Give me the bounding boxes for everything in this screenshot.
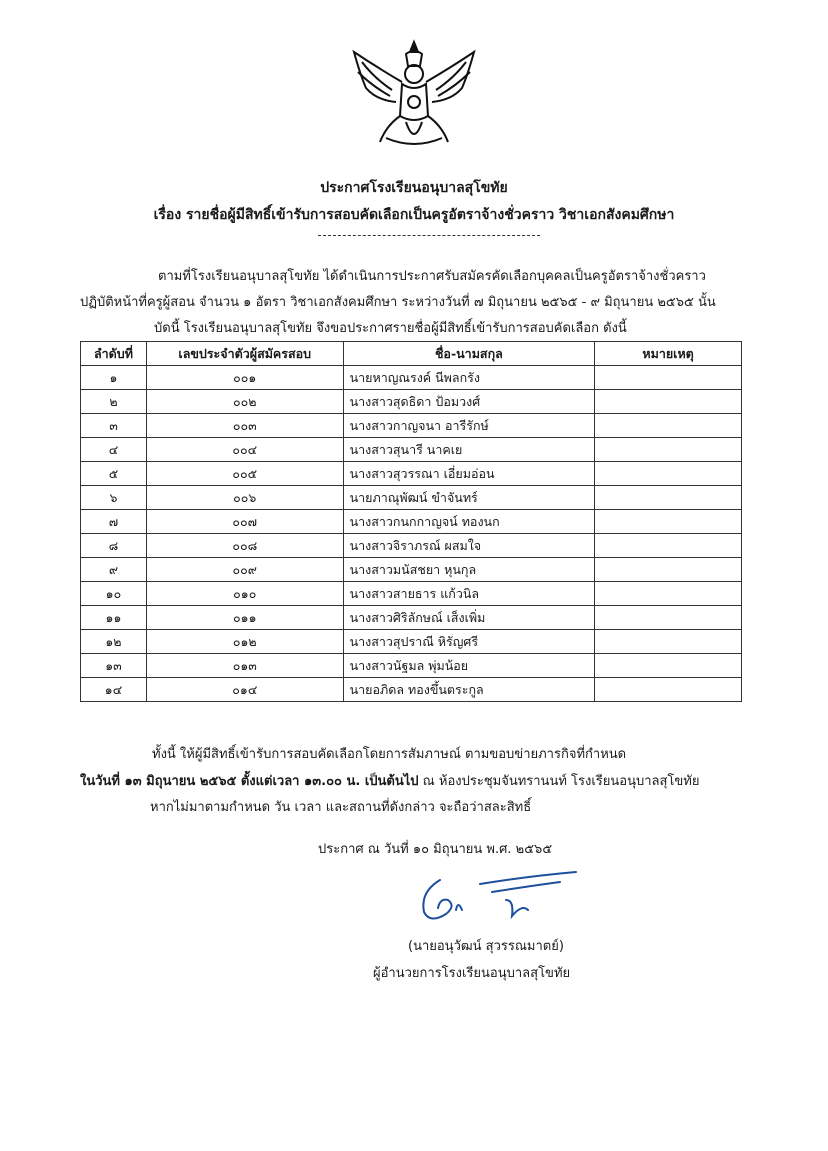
row-remark [595, 654, 742, 678]
row-remark [595, 438, 742, 462]
header-applicant-id: เลขประจำตัวผู้สมัครสอบ [146, 342, 343, 366]
row-applicant-id: ๐๐๖ [146, 486, 343, 510]
table-row [81, 486, 742, 510]
footer-line-1: ทั้งนี้ ให้ผู้มีสิทธิ์เข้ารับการสอบคัดเลือกโดยการสัมภาษณ์ ตามขอบข่ายภารกิจที่กำหนด [152, 747, 627, 762]
row-applicant-id: ๐๐๒ [146, 390, 343, 414]
row-remark [595, 534, 742, 558]
exam-date-time: ในวันที่ ๑๓ มิถุนายน ๒๕๖๕ ตั้งแต่เวลา ๑๓.๐๐ น. เป็นต้นไป [80, 774, 419, 789]
announcement-subject: เรื่อง รายชื่อผู้มีสิทธิ์เข้ารับการสอบคัดเลือกเป็นครูอัตราจ้างชั่วคราว วิชาเอกสังคมศึกษา [153, 207, 675, 223]
row-applicant-id: ๐๐๓ [146, 414, 343, 438]
row-order: ๘ [81, 534, 147, 558]
row-full-name: นางสาวกนกกาญจน์ ทองนก [343, 510, 595, 534]
candidate-table [80, 341, 742, 702]
row-remark [595, 678, 742, 702]
row-full-name: นายหาญณรงค์ นีพลกรัง [343, 366, 595, 390]
table-row [81, 606, 742, 630]
row-full-name: นางสาวจิราภรณ์ ผสมใจ [343, 534, 595, 558]
header-full-name: ชื่อ-นามสกุล [343, 342, 595, 366]
table-row [81, 582, 742, 606]
garuda-emblem-icon [346, 38, 482, 150]
row-full-name: นางสาวมนัสชยา หุนกุล [343, 558, 595, 582]
row-order: ๗ [81, 510, 147, 534]
signatory-name: (นายอนุวัฒน์ สุวรรณมาตย์) [408, 939, 564, 954]
header-remark: หมายเหตุ [595, 342, 742, 366]
row-applicant-id: ๐๐๗ [146, 510, 343, 534]
row-order: ๔ [81, 438, 147, 462]
table-row [81, 678, 742, 702]
row-order: ๖ [81, 486, 147, 510]
row-applicant-id: ๐๐๘ [146, 534, 343, 558]
row-applicant-id: ๐๐๕ [146, 462, 343, 486]
row-order: ๑ [81, 366, 147, 390]
row-full-name: นายภาณุพัฒน์ ขำจันทร์ [343, 486, 595, 510]
row-order: ๓ [81, 414, 147, 438]
divider [318, 235, 540, 236]
row-full-name: นางสาวสุนารี นาคเย [343, 438, 595, 462]
row-remark [595, 366, 742, 390]
row-applicant-id: ๐๑๒ [146, 630, 343, 654]
footer-line-3: หากไม่มาตามกำหนด วัน เวลา และสถานที่ดังกล่าว จะถือว่าสละสิทธิ์ [150, 800, 532, 815]
row-full-name: นางสาวสายธาร แก้วนิล [343, 582, 595, 606]
table-row [81, 438, 742, 462]
row-applicant-id: ๐๐๙ [146, 558, 343, 582]
row-full-name: นางสาวสุปราณี หิรัญศรี [343, 630, 595, 654]
row-remark [595, 414, 742, 438]
row-order: ๑๑ [81, 606, 147, 630]
row-remark [595, 510, 742, 534]
header-order: ลำดับที่ [81, 342, 147, 366]
table-header-row [81, 342, 742, 366]
row-full-name: นางสาวกาญจนา อารีรักษ์ [343, 414, 595, 438]
row-order: ๙ [81, 558, 147, 582]
row-order: ๑๔ [81, 678, 147, 702]
row-applicant-id: ๐๑๑ [146, 606, 343, 630]
row-order: ๕ [81, 462, 147, 486]
announcement-date: ประกาศ ณ วันที่ ๑๐ มิถุนายน พ.ศ. ๒๕๖๕ [318, 842, 553, 857]
intro-line-3: บัดนี้ โรงเรียนอนุบาลสุโขทัย จึงขอประกาศรายชื่อผู้มีสิทธิ์เข้ารับการสอบคัดเลือก ดังนี้ [154, 321, 627, 336]
row-remark [595, 462, 742, 486]
row-order: ๒ [81, 390, 147, 414]
row-remark [595, 558, 742, 582]
row-full-name: นางสาวศิริลักษณ์ เส็งเพิ่ม [343, 606, 595, 630]
table-row [81, 654, 742, 678]
row-remark [595, 390, 742, 414]
table-row [81, 462, 742, 486]
row-full-name: นางสาวสุวรรณา เอี่ยมอ่อน [343, 462, 595, 486]
table-row [81, 510, 742, 534]
row-order: ๑๒ [81, 630, 147, 654]
row-full-name: นางสาวนัฐมล พุ่มน้อย [343, 654, 595, 678]
table-row [81, 534, 742, 558]
announcement-heading: ประกาศโรงเรียนอนุบาลสุโขทัย [320, 180, 508, 196]
row-applicant-id: ๐๑๐ [146, 582, 343, 606]
row-remark [595, 630, 742, 654]
row-order: ๑๓ [81, 654, 147, 678]
row-applicant-id: ๐๐๔ [146, 438, 343, 462]
row-full-name: นายอภิดล ทองขึ้นตระกูล [343, 678, 595, 702]
table-row [81, 366, 742, 390]
row-applicant-id: ๐๐๑ [146, 366, 343, 390]
row-order: ๑๐ [81, 582, 147, 606]
row-full-name: นางสาวสุดธิดา ป้อมวงศ์ [343, 390, 595, 414]
intro-line-1: ตามที่โรงเรียนอนุบาลสุโขทัย ได้ดำเนินการประกาศรับสมัครคัดเลือกบุคคลเป็นครูอัตราจ้างชั่วคราว [158, 269, 706, 284]
footer-line-2 [80, 770, 699, 791]
row-applicant-id: ๐๑๔ [146, 678, 343, 702]
intro-line-2: ปฏิบัติหน้าที่ครูผู้สอน จำนวน ๑ อัตรา วิชาเอกสังคมศึกษา ระหว่างวันที่ ๗ มิถุนายน ๒๕๖๕ - ๙ มิถุนายน ๒๕๖๕ นั้น [80, 295, 716, 310]
table-row [81, 630, 742, 654]
row-remark [595, 582, 742, 606]
handwritten-signature-icon [410, 870, 580, 932]
table-row [81, 558, 742, 582]
signatory-position: ผู้อำนวยการโรงเรียนอนุบาลสุโขทัย [373, 966, 571, 981]
exam-venue: ณ ห้องประชุมจันทรานนท์ โรงเรียนอนุบาลสุโขทัย [418, 774, 700, 789]
table-row [81, 414, 742, 438]
table-row [81, 390, 742, 414]
row-remark [595, 486, 742, 510]
row-applicant-id: ๐๑๓ [146, 654, 343, 678]
row-remark [595, 606, 742, 630]
